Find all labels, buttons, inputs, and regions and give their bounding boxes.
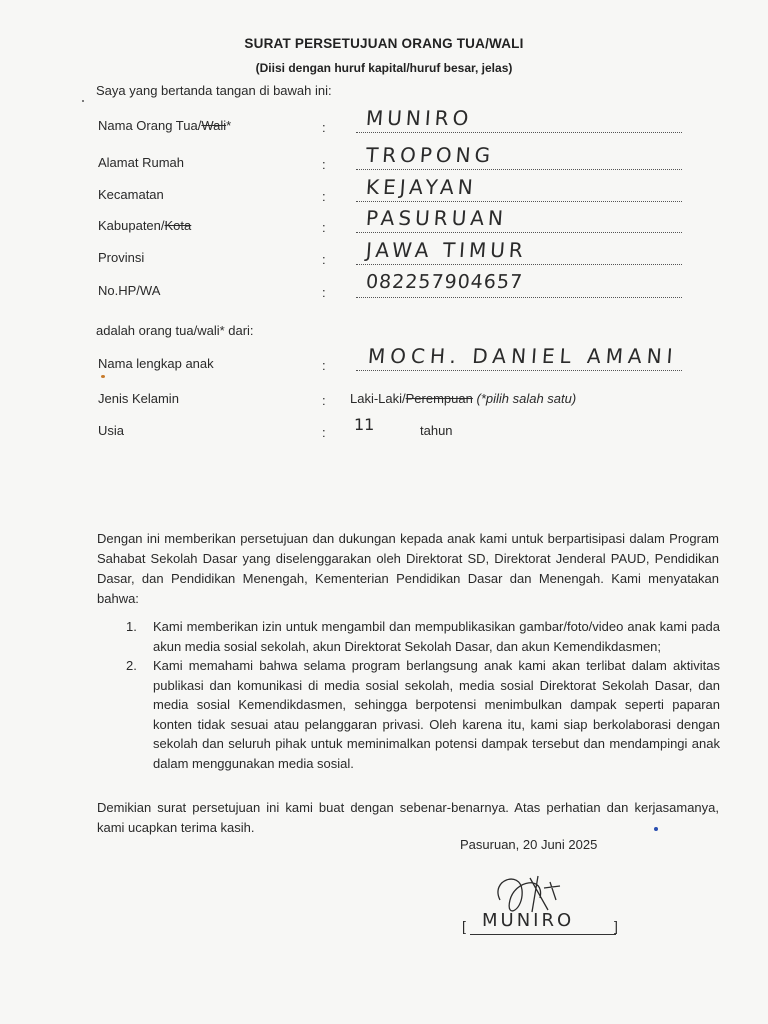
field-district xyxy=(98,175,698,205)
field-colon: : xyxy=(322,358,326,373)
intro-text: Saya yang bertanda tangan di bawah ini: xyxy=(96,83,332,98)
bracket-close: ] xyxy=(614,918,618,934)
dotted-line xyxy=(356,132,682,133)
handwritten-value: KEJAYAN xyxy=(365,175,478,199)
field-colon: : xyxy=(322,157,326,172)
field-label: Nama lengkap anak xyxy=(98,356,214,371)
field-label: Alamat Rumah xyxy=(98,155,184,170)
list-item: 1. Kami memberikan izin untuk mengambil dan mempublikasikan gambar/foto/video anak kami pada akun media sosial sekolah, akun Direktorat Sekolah Dasar, dan akun Kemendikdasmen; xyxy=(126,619,720,654)
dotted-line xyxy=(356,169,682,170)
handwritten-value: TROPONG xyxy=(365,143,495,167)
field-colon: : xyxy=(322,285,326,300)
field-age xyxy=(98,415,698,441)
signature-name: MUNIRO xyxy=(482,910,575,931)
handwritten-value: 082257904657 xyxy=(365,271,524,293)
dotted-line xyxy=(356,232,682,233)
list-item: 2. Kami memahami bahwa selama program berlangsung anak kami akan terlibat dalam aktivitas publikasi dan komunikasi di media sosial sekolah, media sosial Direktorat Sekolah Dasar, dan media sosial Kemendikdasmen, sehingga berpotensi menimbulkan dampak seperti paparan konten tidak sesuai atau pelanggaran privasi. Oleh karena itu, kami siap berkolaborasi dengan sekolah dan seluruh pihak untuk meminimalkan potensi dampak tersebut dan mendampingi anak dalam menggunakan media sosial. xyxy=(126,658,720,771)
field-gender xyxy=(98,387,698,409)
field-parent-name xyxy=(98,106,698,136)
field-label: Provinsi xyxy=(98,250,145,265)
signature-block xyxy=(460,870,630,940)
dust-speck xyxy=(82,100,84,102)
closing-paragraph: Demikian surat persetujuan ini kami buat dengan sebenar-benarnya. Atas perhatian dan kerjasamanya, kami ucapkan terima kasih. xyxy=(97,800,719,835)
field-label: Kecamatan xyxy=(98,187,164,202)
sub-intro-text: adalah orang tua/wali* dari: xyxy=(96,323,254,338)
handwritten-value: MOCH. DANIEL AMANI xyxy=(367,344,679,368)
field-label: Usia xyxy=(98,423,125,438)
dotted-line xyxy=(356,264,682,265)
field-province xyxy=(98,238,698,268)
field-colon: : xyxy=(322,393,326,408)
field-colon: : xyxy=(322,425,326,440)
field-address xyxy=(98,143,698,173)
field-label: Jenis Kelamin xyxy=(98,391,179,406)
ink-speck xyxy=(101,375,105,378)
body-paragraph: Dengan ini memberikan persetujuan dan dukungan kepada anak kami untuk berpartisipasi dalam Program Sahabat Sekolah Dasar yang diselenggarakan oleh Direktorat SD, Direktorat Jenderal PAUD, Pendidikan Dasar, dan Pendidikan Menengah, Kementerian Pendidikan Dasar dan Menengah. Kami menyatakan bahwa: xyxy=(97,531,719,606)
dotted-line xyxy=(356,370,682,371)
field-phone xyxy=(98,271,698,301)
field-colon: : xyxy=(322,252,326,267)
handwritten-age: 11 xyxy=(354,415,375,434)
bracket-open: [ xyxy=(462,918,466,934)
page-subtitle: (Diisi dengan huruf kapital/huruf besar, jelas) xyxy=(255,61,513,75)
field-label: Nama Orang Tua/Wali* xyxy=(98,118,232,133)
field-child-name xyxy=(98,344,698,374)
statement-list xyxy=(126,617,720,773)
dotted-line xyxy=(356,297,682,298)
field-regency xyxy=(98,206,698,236)
place-date: Pasuruan, 20 Juni 2025 xyxy=(460,837,598,852)
signature-line xyxy=(470,934,616,935)
handwritten-value: MUNIRO xyxy=(365,106,474,130)
field-colon: : xyxy=(322,120,326,135)
dotted-line xyxy=(356,201,682,202)
field-label: Kabupaten/Kota xyxy=(98,218,192,233)
handwritten-value: PASURUAN xyxy=(365,206,508,230)
field-colon: : xyxy=(322,220,326,235)
handwritten-value: JAWA TIMUR xyxy=(365,238,528,262)
field-colon: : xyxy=(322,189,326,204)
ink-speck xyxy=(654,827,658,831)
gender-options: Laki-Laki/Perempuan (*pilih salah satu) xyxy=(350,391,577,406)
age-unit: tahun xyxy=(420,423,453,438)
page-title: SURAT PERSETUJUAN ORANG TUA/WALI xyxy=(244,36,524,51)
field-label: No.HP/WA xyxy=(98,283,161,298)
